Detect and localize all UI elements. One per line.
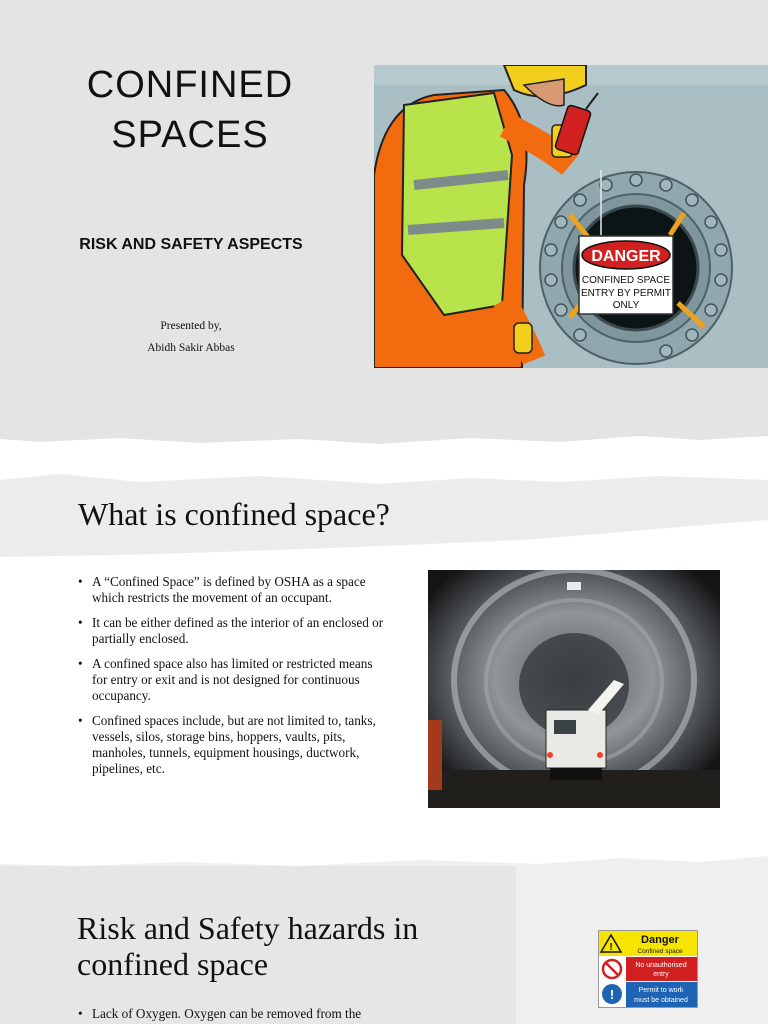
small-sign-row3-b: must be obtained xyxy=(634,997,688,1004)
presented-by-label: Presented by, xyxy=(160,320,222,332)
slide-definition xyxy=(0,430,768,870)
small-sign-row2-b: entry xyxy=(653,971,669,978)
slide3-heading-line-1: Risk and Safety hazards in xyxy=(77,910,419,946)
bullet-item: • It can be either defined as the interior of an enclosed or partially enclosed. xyxy=(77,615,387,647)
slide3-heading-line-2: confined space xyxy=(77,946,269,982)
sign-line-1: CONFINED SPACE xyxy=(581,275,671,286)
tunnel-svg xyxy=(428,570,720,808)
small-sign-header-sub: Confined space xyxy=(637,948,683,955)
sign-header: DANGER xyxy=(591,248,661,265)
illustration-svg xyxy=(374,65,768,368)
worker-manhole-illustration xyxy=(374,65,768,368)
svg-text:!: ! xyxy=(609,942,613,953)
bullet-item: • Lack of Oxygen. Oxygen can be removed from the xyxy=(77,1006,477,1022)
svg-text:!: ! xyxy=(609,987,615,1002)
slide3-heading xyxy=(77,910,497,982)
slide-subtitle: RISK AND SAFETY ASPECTS xyxy=(79,236,303,253)
hazard-bullets xyxy=(77,1006,477,1024)
bullet-item: • A confined space also has limited or restricted means for entry or exit and is not designed for continuous occupancy. xyxy=(77,656,387,704)
bullet-item: • A “Confined Space” is defined by OSHA as a space which restricts the movement of an occupant. xyxy=(77,574,387,606)
confined-space-sign-svg xyxy=(599,931,697,1007)
torn-edge-bottom xyxy=(0,830,768,870)
confined-space-sign xyxy=(598,930,698,1008)
slide2-heading: What is confined space? xyxy=(78,496,390,532)
definition-bullets xyxy=(77,574,387,786)
slide-title xyxy=(0,0,768,430)
sign-line-3: ONLY xyxy=(612,300,640,311)
bullet-item: • Confined spaces include, but are not limited to, tanks, vessels, silos, storage bins, hoppers, vaults, pits, manholes, tunnels, equipment housings, ductwork, pipelines, etc. xyxy=(77,713,387,777)
slide-title-heading xyxy=(60,60,320,160)
small-sign-header: Danger xyxy=(641,934,679,946)
tunnel-photo xyxy=(428,570,720,808)
slide-hazards xyxy=(0,866,768,1024)
title-line-2: SPACES xyxy=(111,114,269,156)
title-line-1: CONFINED xyxy=(86,64,294,106)
small-sign-row2-a: No unauthorised xyxy=(635,962,687,969)
small-sign-row3-a: Permit to work xyxy=(638,987,684,994)
sign-line-2: ENTRY BY PERMIT xyxy=(580,288,672,299)
presenter-name: Abidh Sakir Abbas xyxy=(147,342,235,354)
